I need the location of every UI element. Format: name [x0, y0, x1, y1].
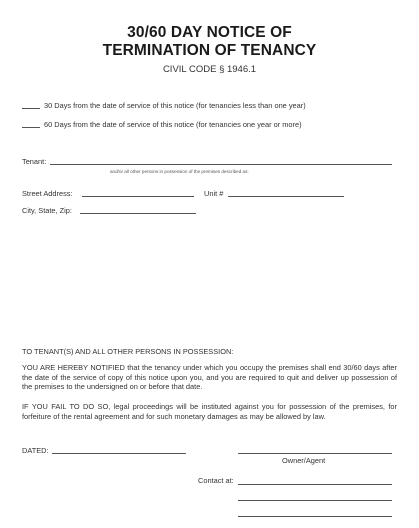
tenant-label: Tenant: [22, 157, 47, 166]
street-address-label: Street Address: [22, 189, 73, 198]
contact-line-2[interactable] [238, 500, 392, 501]
city-state-zip-field[interactable] [80, 213, 196, 214]
option-60-days-checkbox-line[interactable] [22, 127, 40, 128]
street-address-field[interactable] [82, 196, 194, 197]
title-line-2: TERMINATION OF TENANCY [102, 42, 317, 59]
notice-heading: TO TENANT(S) AND ALL OTHER PERSONS IN POSSESSION: [22, 347, 234, 356]
notice-paragraph-2: IF YOU FAIL TO DO SO, legal proceedings will be instituted against you for possession of the premises, for forfeiture of the rental agreement and for such monetary damages as may be allowed by law. [22, 402, 397, 421]
dated-label: DATED: [22, 446, 49, 455]
owner-agent-signature-line[interactable] [238, 453, 392, 454]
option-30-days-checkbox-line[interactable] [22, 108, 40, 109]
option-60-days-label: 60 Days from the date of service of this notice (for tenancies one year or more) [44, 120, 302, 129]
civil-code-reference: CIVIL CODE § 1946.1 [162, 64, 257, 75]
unit-field[interactable] [228, 196, 344, 197]
contact-at-label: Contact at: [198, 476, 234, 485]
tenant-field[interactable] [50, 164, 392, 165]
title-line-1: 30/60 DAY NOTICE OF [127, 24, 292, 41]
owner-agent-label: Owner/Agent [282, 456, 326, 465]
dated-field[interactable] [52, 453, 186, 454]
contact-line-3[interactable] [238, 516, 392, 517]
tenant-note: and/or all other persons in possession of the premises described as: [110, 169, 249, 174]
option-30-days-label: 30 Days from the date of service of this notice (for tenancies less than one year) [44, 101, 306, 110]
notice-paragraph-1: YOU ARE HEREBY NOTIFIED that the tenancy under which you occupy the premises shall end 30/60 days after the date of the service of copy of this notice upon you, and you are required to quit and deliver up possession of the premises to the undersigned on or before that date. [22, 363, 397, 392]
unit-label: Unit # [204, 189, 224, 198]
contact-line-1[interactable] [238, 484, 392, 485]
city-state-zip-label: City, State, Zip: [22, 206, 72, 215]
